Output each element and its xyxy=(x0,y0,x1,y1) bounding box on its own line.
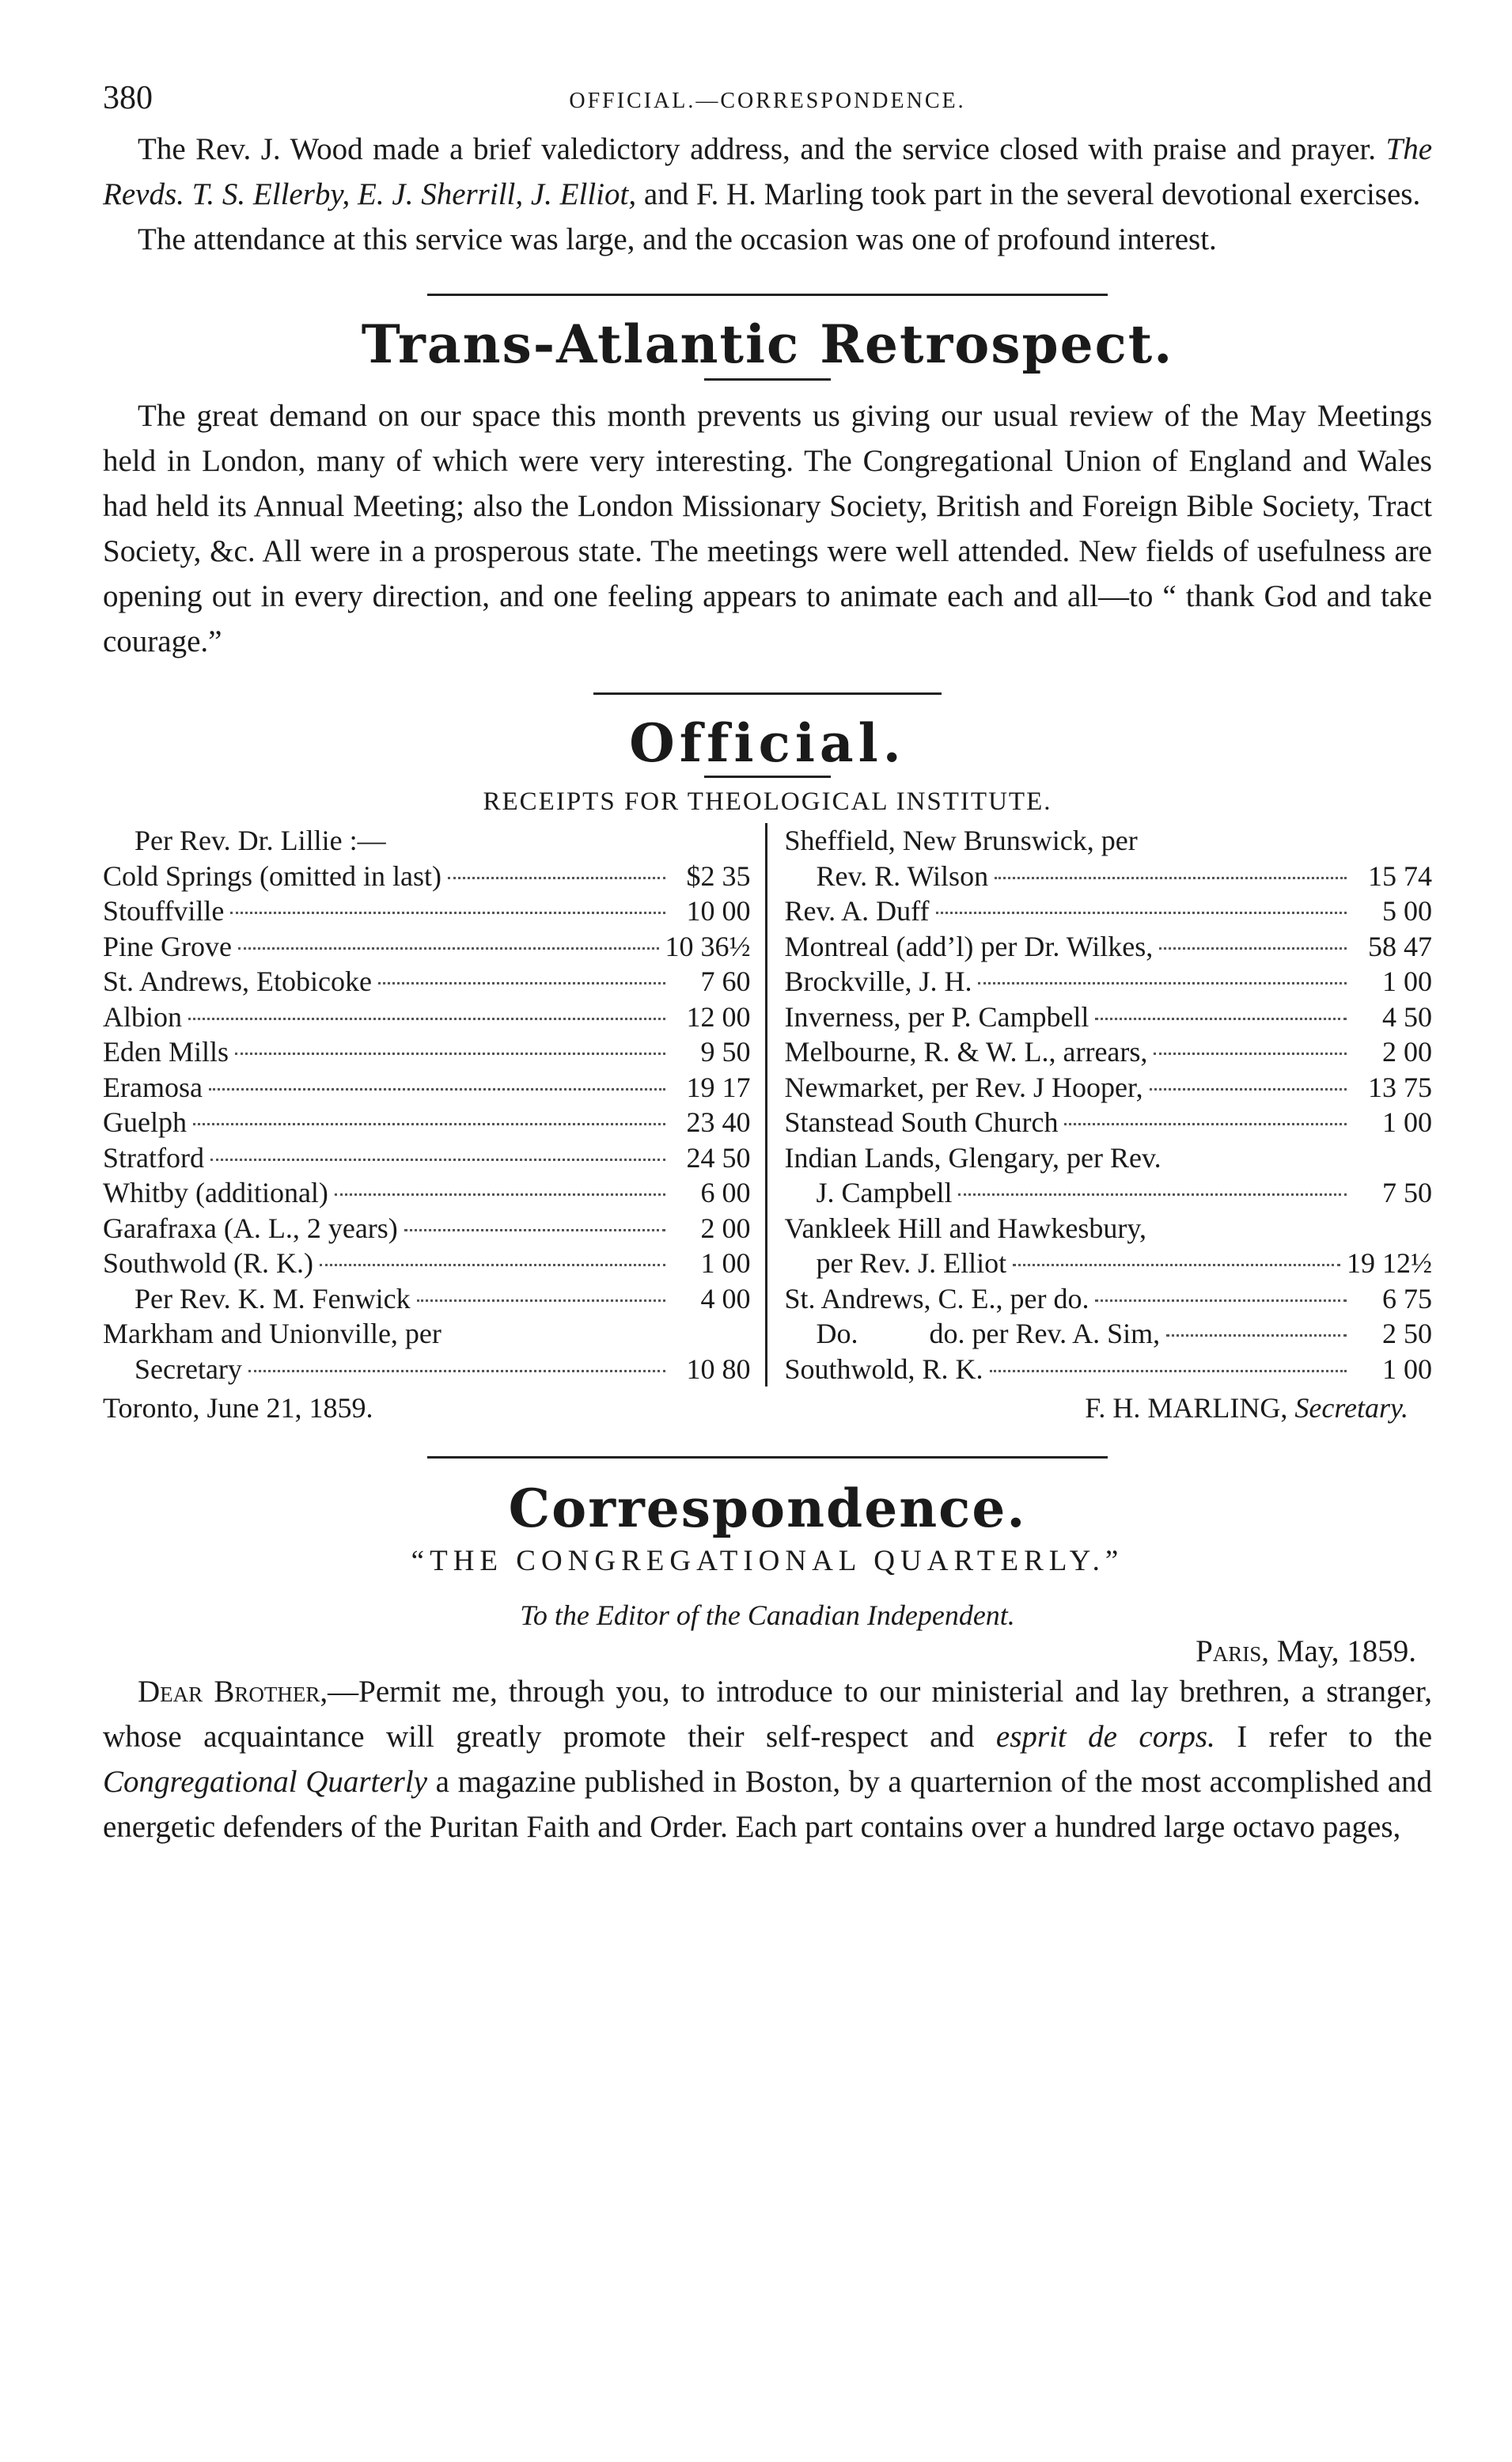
dot-leader xyxy=(1095,1018,1347,1020)
receipt-row xyxy=(103,1316,751,1352)
dot-leader xyxy=(238,947,659,950)
receipt-row xyxy=(785,893,1433,929)
receipt-amount: 1 00 xyxy=(700,1247,751,1279)
opening-text-b: The Revds. T. S. Ellerby, E. J. Sherrill, J. Elliot, xyxy=(103,132,1432,211)
receipt-label: J. Campbell xyxy=(816,1177,953,1208)
receipt-amount: 10 00 xyxy=(686,895,751,927)
receipt-amount: 1 00 xyxy=(1382,965,1432,997)
place-date: Toronto, June 21, 1859. xyxy=(103,1392,373,1424)
dot-leader xyxy=(320,1264,665,1266)
receipt-amount: 1 00 xyxy=(1382,1106,1432,1138)
receipt-amount: 2 50 xyxy=(1382,1318,1432,1349)
receipt-row xyxy=(103,1246,751,1281)
letter-paragraph xyxy=(103,1669,1432,1849)
receipt-amount: 1 00 xyxy=(1382,1352,1432,1385)
receipt-label: Newmarket, per Rev. J Hooper, xyxy=(784,1071,1143,1103)
receipt-label: Stouffville xyxy=(103,895,225,927)
receipt-amount: 19 12½ xyxy=(1347,1247,1432,1279)
letter-title: “THE CONGREGATIONAL QUARTERLY.” xyxy=(411,1545,1124,1577)
correspondence-heading: Correspondence. xyxy=(508,1478,1027,1539)
receipt-row xyxy=(785,964,1433,1000)
opening-text-c: and F. H. Marling took part in the several devotional exercises. xyxy=(643,177,1421,211)
receipts-left-column xyxy=(103,823,767,1387)
receipt-amount: 24 50 xyxy=(686,1141,751,1174)
receipt-row xyxy=(785,1211,1433,1246)
dot-leader xyxy=(1159,947,1347,950)
receipt-label: Rev. R. Wilson xyxy=(816,859,989,892)
receipt-label: Secretary xyxy=(135,1352,242,1385)
receipts-signoff xyxy=(103,1391,1432,1424)
receipt-row xyxy=(785,1352,1433,1387)
section-divider xyxy=(427,1456,1108,1459)
receipt-amount: $2 35 xyxy=(686,859,751,892)
receipt-label: Whitby (additional) xyxy=(103,1177,328,1208)
running-head xyxy=(103,79,1432,127)
trans-atlantic-paragraph: The great demand on our space this month prevents us giving our usual review of the May Meetings held in London, many of which were very interesting. The Congregational Union of England and Wales had held its Annual Meeting; also the London Missionary Society, British and Foreign Bible Society, Tract Society, &c. All were in a prosperous state. The meetings were well attended. New fields of usefulness are opening out in every direction, and one feeling appears to animate each and all—to “ thank God and take courage.” xyxy=(103,399,1432,658)
dot-leader xyxy=(1154,1053,1347,1055)
dot-leader xyxy=(417,1299,665,1302)
receipt-label: Southwold (R. K.) xyxy=(103,1247,314,1279)
receipt-amount: 10 80 xyxy=(686,1352,751,1385)
receipt-amount: 4 00 xyxy=(700,1282,751,1314)
receipt-row xyxy=(103,1105,751,1140)
receipt-label: Montreal (add’l) per Dr. Wilkes, xyxy=(784,930,1154,962)
receipt-amount: 19 17 xyxy=(686,1071,751,1103)
letter-date: May, 1859. xyxy=(1276,1634,1416,1668)
receipt-row xyxy=(103,859,751,894)
secretary-signature xyxy=(1085,1391,1432,1424)
receipt-label: St. Andrews, C. E., per do. xyxy=(784,1282,1089,1314)
receipt-label: Vankleek Hill and Hawkesbury, xyxy=(784,1212,1147,1244)
receipt-row xyxy=(103,823,751,859)
dot-leader xyxy=(936,912,1347,914)
receipt-row xyxy=(103,1000,751,1035)
receipt-amount: 4 50 xyxy=(1382,1000,1432,1033)
receipt-label: Rev. A. Duff xyxy=(784,895,930,927)
receipt-row xyxy=(785,1281,1433,1317)
receipt-row xyxy=(103,964,751,1000)
receipt-amount: 7 50 xyxy=(1382,1177,1432,1208)
receipt-label: Garafraxa (A. L., 2 years) xyxy=(103,1212,398,1244)
dot-leader xyxy=(235,1053,665,1055)
receipt-row xyxy=(103,1070,751,1106)
letter-text-b: I refer to the xyxy=(1237,1720,1433,1754)
receipt-row xyxy=(103,1281,751,1317)
dot-leader xyxy=(404,1229,665,1231)
receipt-label: Stratford xyxy=(103,1141,204,1174)
receipt-label: Inverness, per P. Campbell xyxy=(784,1000,1089,1033)
dot-leader xyxy=(1166,1334,1347,1337)
secretary-name: F. H. MARLING, xyxy=(1085,1392,1288,1424)
secretary-title: Secretary. xyxy=(1294,1392,1408,1424)
receipt-label: per Rev. J. Elliot xyxy=(816,1247,1007,1279)
receipt-amount: 2 00 xyxy=(700,1212,751,1244)
section-divider xyxy=(593,692,942,695)
receipt-amount: 5 00 xyxy=(1382,895,1432,927)
letter-text-c: a magazine published in Boston, by a quarternion of the most accomplished and energetic defenders of the Puritan Faith and Order. Each part contains over a hundred large octavo pages, xyxy=(103,1765,1433,1844)
receipt-label: Guelph xyxy=(103,1106,187,1138)
dot-leader xyxy=(990,1370,1347,1372)
receipt-row xyxy=(785,1316,1433,1352)
receipt-label: Cold Springs (omitted in last) xyxy=(103,859,441,892)
receipt-label: Albion xyxy=(103,1000,183,1033)
receipt-row xyxy=(103,1140,751,1176)
letter-place: Paris, xyxy=(1196,1634,1270,1668)
receipt-label: Eramosa xyxy=(103,1071,203,1103)
receipt-row xyxy=(103,893,751,929)
receipt-label: St. Andrews, Etobicoke xyxy=(103,965,372,997)
receipt-row xyxy=(103,1352,751,1387)
receipt-amount: 7 60 xyxy=(700,965,751,997)
receipt-row xyxy=(785,1246,1433,1281)
dot-leader xyxy=(1095,1299,1347,1302)
receipt-amount: 13 75 xyxy=(1368,1071,1432,1103)
opening-text-a: The Rev. J. Wood made a brief valedictory address, and the service closed with praise and prayer. xyxy=(138,132,1376,166)
opening-paragraph-1 xyxy=(103,127,1432,217)
receipts-right-column xyxy=(767,823,1433,1387)
dot-leader xyxy=(335,1193,665,1196)
receipt-label: Pine Grove xyxy=(103,930,232,962)
dot-leader xyxy=(210,1159,665,1161)
dot-leader xyxy=(448,877,665,879)
opening-paragraph-2: The attendance at this service was large, and the occasion was one of profound interest. xyxy=(138,222,1217,256)
trans-atlantic-heading: Trans-Atlantic Retrospect. xyxy=(361,313,1174,375)
receipt-label: Melbourne, R. & W. L., arrears, xyxy=(784,1036,1148,1068)
receipt-row xyxy=(785,1000,1433,1035)
receipt-row xyxy=(785,1105,1433,1140)
heading-underline xyxy=(704,776,831,778)
letter-esprit: esprit de corps. xyxy=(995,1720,1215,1754)
receipt-label: Sheffield, New Brunswick, per xyxy=(784,825,1138,856)
receipt-label: Southwold, R. K. xyxy=(784,1352,983,1385)
receipt-row xyxy=(785,929,1433,965)
receipt-amount: 6 00 xyxy=(700,1177,751,1208)
dot-leader xyxy=(248,1370,665,1372)
receipt-row xyxy=(103,1034,751,1070)
heading-underline xyxy=(704,378,831,381)
receipt-label: Do. do. per Rev. A. Sim, xyxy=(816,1318,1161,1349)
dot-leader xyxy=(1150,1088,1347,1091)
receipt-amount: 58 47 xyxy=(1368,930,1432,962)
receipt-label: Per Rev. Dr. Lillie :— xyxy=(135,825,386,856)
receipt-amount: 23 40 xyxy=(686,1106,751,1138)
letter-address: To the Editor of the Canadian Independent. xyxy=(520,1599,1015,1631)
letter-quarterly-title: Congregational Quarterly xyxy=(103,1765,428,1799)
dot-leader xyxy=(1064,1123,1347,1125)
dot-leader xyxy=(958,1193,1347,1196)
dot-leader xyxy=(188,1018,665,1020)
receipt-label: Indian Lands, Glengary, per Rev. xyxy=(784,1141,1161,1174)
receipt-amount: 9 50 xyxy=(700,1036,751,1068)
receipt-amount: 15 74 xyxy=(1368,859,1432,892)
receipt-amount: 10 36½ xyxy=(665,930,751,962)
receipt-row xyxy=(103,1175,751,1211)
receipt-amount: 12 00 xyxy=(686,1000,751,1033)
receipt-amount: 6 75 xyxy=(1382,1282,1432,1314)
receipt-label: Per Rev. K. M. Fenwick xyxy=(135,1282,411,1314)
receipt-row xyxy=(103,929,751,965)
dot-leader xyxy=(230,912,665,914)
receipt-label: Stanstead South Church xyxy=(784,1106,1059,1138)
section-divider xyxy=(427,294,1108,296)
receipt-label: Brockville, J. H. xyxy=(784,965,972,997)
dot-leader xyxy=(995,877,1347,879)
receipt-label: Eden Mills xyxy=(103,1036,229,1068)
letter-dateline xyxy=(103,1633,1432,1669)
receipt-row xyxy=(785,823,1433,859)
receipt-row xyxy=(785,1034,1433,1070)
page xyxy=(103,79,1432,1849)
receipt-row xyxy=(785,1070,1433,1106)
receipt-amount: 2 00 xyxy=(1382,1036,1432,1068)
receipt-row xyxy=(785,859,1433,894)
dot-leader xyxy=(378,982,665,984)
receipt-row xyxy=(785,1175,1433,1211)
letter-salutation: Dear Brother, xyxy=(138,1675,328,1709)
running-head-title: OFFICIAL.—CORRESPONDENCE. xyxy=(569,89,966,113)
letter-text-a: —Permit me, through you, to introduce to our ministerial and lay brethren, a stranger, whose acquaintance will greatly promote their self-respect and xyxy=(103,1675,1432,1754)
receipt-label: Markham and Unionville, per xyxy=(103,1318,441,1349)
receipt-row xyxy=(103,1211,751,1246)
official-heading: Official. xyxy=(629,712,906,774)
receipts-table xyxy=(103,823,1432,1387)
dot-leader xyxy=(193,1123,665,1125)
dot-leader xyxy=(1013,1264,1340,1266)
page-number: 380 xyxy=(103,80,153,116)
receipts-subheading: RECEIPTS FOR THEOLOGICAL INSTITUTE. xyxy=(483,787,1052,816)
dot-leader xyxy=(978,982,1347,984)
receipt-row xyxy=(785,1140,1433,1176)
dot-leader xyxy=(209,1088,665,1091)
